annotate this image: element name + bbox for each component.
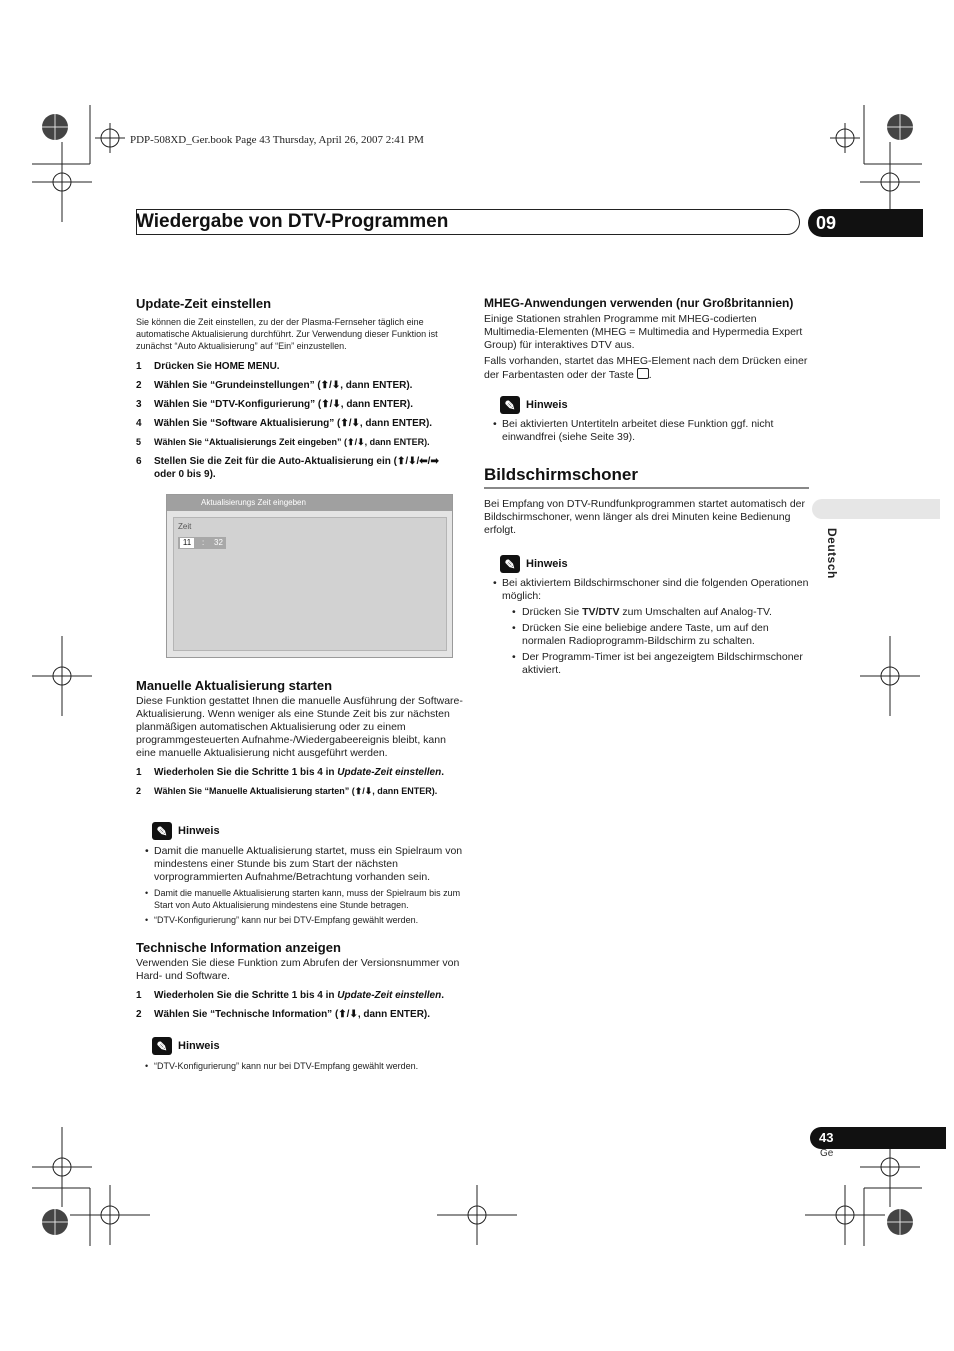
screensaver-sub-1: • Drücken Sie TV/DTV zum Umschalten auf Analog-TV. <box>484 606 809 619</box>
step-3: 3 Wählen Sie “DTV-Konfigurierung” (⬆/⬇, dann ENTER). <box>136 399 413 410</box>
screensaver-heading: Bildschirmschoner <box>484 465 638 484</box>
manual-note-2: • Damit die manuelle Aktualisierung starten kann, muss der Spielraum bis zum Start von Auto Aktualisierung mindestens eine Stunde betragen. <box>136 887 463 911</box>
step-5: 5 Wählen Sie “Aktualisierungs Zeit eingeben” (⬆/⬇, dann ENTER). <box>136 437 430 447</box>
left-column-bottom <box>136 678 463 1072</box>
text-key-icon <box>637 368 649 379</box>
book-info-line: PDP-508XD_Ger.book Page 43 Thursday, April 26, 2007 2:41 PM <box>130 134 424 146</box>
language-code: Ge <box>820 1148 834 1159</box>
manual-note-1: • Damit die manuelle Aktualisierung startet, muss ein Spielraum von mindestens einer Stunde bis zum Start der nächsten vorprogrammierten Aufnahme/Betrachtung vorhanden sein. <box>136 845 463 884</box>
mheg-note: • Bei aktivierten Untertiteln arbeitet diese Funktion ggf. nicht einwandfrei (siehe Seite 39). <box>484 418 809 444</box>
step-1: 1 Drücken Sie HOME MENU. <box>136 361 280 372</box>
screensaver-note: • Bei aktiviertem Bildschirmschoner sind die folgenden Operationen möglich: <box>484 577 809 603</box>
osd-hour[interactable]: 11 <box>180 538 194 548</box>
mheg-p1: Einige Stationen strahlen Programme mit MHEG-codierten Multimedia-Elementen (MHEG = Multimedia and Hypermedia Expert Group) für interaktives DTV aus. <box>484 313 803 351</box>
osd-time-field[interactable] <box>178 537 226 549</box>
tech-step-2: 2 Wählen Sie “Technische Information” (⬆/⬇, dann ENTER). <box>136 1009 431 1020</box>
step-4: 4 Wählen Sie “Software Aktualisierung” (⬆/⬇, dann ENTER). <box>136 418 433 429</box>
pencil-note-icon: ✎ <box>152 1037 172 1055</box>
tech-intro: Verwenden Sie diese Funktion zum Abrufen der Versionsnummer von Hard- und Software. <box>136 957 460 982</box>
update-heading: Update-Zeit einstellen <box>136 296 272 311</box>
screensaver-sub-2: • Drücken Sie eine beliebige andere Taste, um auf den normalen Radioprogramm-Bildschirm zu schalten. <box>484 622 809 648</box>
tech-step-1: 1 Wiederholen Sie die Schritte 1 bis 4 in Update-Zeit einstellen. <box>136 990 444 1001</box>
osd-screen <box>166 494 453 658</box>
mheg-p2: Falls vorhanden, startet das MHEG-Element nach dem Drücken einer der Farbentasten oder der Taste . <box>484 355 808 381</box>
screensaver-p1: Bei Empfang von DTV-Rundfunkprogrammen startet automatisch der Bildschirmschoner, wenn länger als drei Minuten keine Bedienung erfolgt. <box>484 498 805 536</box>
manual-heading: Manuelle Aktualisierung starten <box>136 678 333 693</box>
chapter-badge: 09 <box>808 209 923 237</box>
page-title: Wiedergabe von DTV-Programmen <box>136 211 449 232</box>
osd-panel <box>173 517 447 651</box>
step-6: 6 Stellen Sie die Zeit für die Auto-Aktualisierung ein (⬆/⬇/⬅/➡ oder 0 bis 9). <box>136 456 439 480</box>
mheg-heading: MHEG-Anwendungen verwenden (nur Großbritannien) <box>484 296 794 310</box>
manual-note-3: • “DTV-Konfigurierung” kann nur bei DTV-Empfang gewählt werden. <box>136 914 463 926</box>
osd-title: Aktualisierungs Zeit eingeben <box>167 495 452 511</box>
step-2: 2 Wählen Sie “Grundeinstellungen” (⬆/⬇, dann ENTER). <box>136 380 413 391</box>
pencil-note-icon: ✎ <box>500 396 520 414</box>
manual-note-title: ✎ Hinweis <box>152 822 463 840</box>
pencil-note-icon: ✎ <box>152 822 172 840</box>
tech-heading: Technische Information anzeigen <box>136 940 341 955</box>
manual-step-2: 2 Wählen Sie “Manuelle Aktualisierung starten” (⬆/⬇, dann ENTER). <box>136 786 438 796</box>
update-steps <box>136 360 461 481</box>
osd-minute[interactable]: 32 <box>214 538 223 547</box>
update-intro: Sie können die Zeit einstellen, zu der der Plasma-Fernseher täglich eine automatische Aktualisierung durchführt. Zur Verwendung dieser Funktion ist zunächst “Auto Aktualisierung” auf “Ein” einzustellen. <box>136 317 438 351</box>
language-label: Deutsch <box>825 528 839 579</box>
manual-notes <box>136 845 463 926</box>
screensaver-note-title: ✎ Hinweis <box>500 555 809 573</box>
left-column-top <box>136 296 461 481</box>
manual-step-1: 1 Wiederholen Sie die Schritte 1 bis 4 in Update-Zeit einstellen. <box>136 767 444 778</box>
screensaver-sub-3: • Der Programm-Timer ist bei angezeigtem Bildschirmschoner aktiviert. <box>484 651 809 677</box>
language-tab <box>812 499 940 519</box>
pencil-note-icon: ✎ <box>500 555 520 573</box>
page-number: 43 <box>810 1127 946 1149</box>
manual-intro: Diese Funktion gestattet Ihnen die manuelle Ausführung der Software-Aktualisierung. Wenn weniger als eine Stunde Zeit bis zur nächsten planmäßigen automatischen Aktualisierung oder zu einem programmgesteuerten Aufnahme-/Wiedergabeereignis bleibt, kann eine manuelle Aktualisierung nicht ausgeführt werden. <box>136 695 463 759</box>
mheg-note-title: ✎ Hinweis <box>500 396 809 414</box>
tech-note-title: ✎ Hinweis <box>152 1037 463 1055</box>
osd-time-label: Zeit <box>178 522 192 531</box>
osd-colon: : <box>202 538 205 547</box>
section-rule <box>484 487 809 489</box>
tech-note: • “DTV-Konfigurierung” kann nur bei DTV-Empfang gewählt werden. <box>136 1060 463 1072</box>
